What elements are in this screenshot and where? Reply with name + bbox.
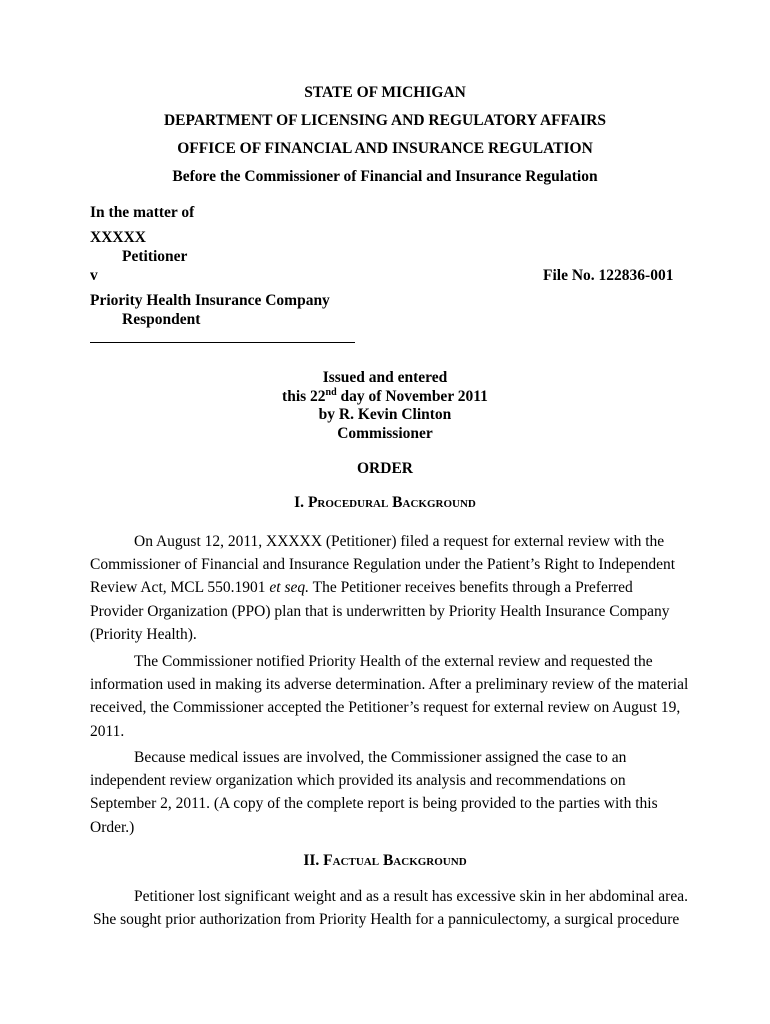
section-2-heading [0,852,770,870]
caption-matter: In the matter of [90,204,195,221]
section-1-heading [0,494,770,512]
header-department: DEPARTMENT OF LICENSING AND REGULATORY AFFAIRS [163,112,606,129]
header-before: Before the Commissioner of Financial and Insurance Regulation [172,168,598,185]
issued-date-prefix: this 22 [282,388,326,405]
issued-title: Commissioner [337,425,433,442]
section-1-paragraph-1 [90,530,690,646]
section-2-numeral: II. [303,852,324,869]
section-1-paragraph-3: Because medical issues are involved, the Commissioner assigned the case to an independent review organization which provided its analysis and recommendations on September 2, 2011. (A copy of the complete report is being provided to the parties with this Order.) [90,749,658,836]
section-2-title: Factual Background [323,852,467,869]
section-1-title: Procedural Background [307,494,476,511]
section-1-paragraph-2: The Commissioner notified Priority Health of the external review and requested the information used in making its adverse determination. After a preliminary review of the material received, the Commissioner accepted the Petitioner’s request for external review on August 19, 2011. [90,653,689,740]
issued-by: by R. Kevin Clinton [318,406,452,423]
section-2-paragraph-1-line-1: Petitioner lost significant weight and as a result has excessive skin in her abdominal area. [134,888,688,905]
header-office: OFFICE OF FINANCIAL AND INSURANCE REGULATION [177,140,593,157]
caption-petitioner-name: XXXXX [90,229,146,246]
issued-date [0,388,770,406]
section-2-paragraph-1-line-2: She sought prior authorization from Priority Health for a panniculectomy, a surgical procedure [93,911,680,928]
section-1-paragraph-1-italic: et seq. [269,579,309,597]
caption-respondent-label: Respondent [122,311,201,328]
section-1-numeral: I. [294,494,308,511]
issued-date-suffix: nd [325,386,337,398]
caption-petitioner-label: Petitioner [122,248,188,265]
section-1-paragraph-1-b: The Petitioner receives benefits through a Preferred Provider Organization (PPO) plan that is underwritten by Priority Health Insurance Company (Priority Health). [90,579,670,643]
caption-versus: v [90,267,98,284]
issued-date-rest: day of November 2011 [336,388,488,405]
issued-line-1: Issued and entered [322,369,448,386]
order-title: ORDER [357,460,413,477]
header-state: STATE OF MICHIGAN [304,84,466,101]
caption-file-number: File No. 122836-001 [543,267,674,284]
section-1-paragraph-1-a: On August 12, 2011, XXXXX (Petitioner) filed a request for external review with the Commissioner of Financial and Insurance Regulation under the Patient’s Right to Independent Review Act, MCL 550.1901 [90,533,676,597]
caption-divider [90,342,355,343]
caption-respondent-name: Priority Health Insurance Company [90,292,330,309]
